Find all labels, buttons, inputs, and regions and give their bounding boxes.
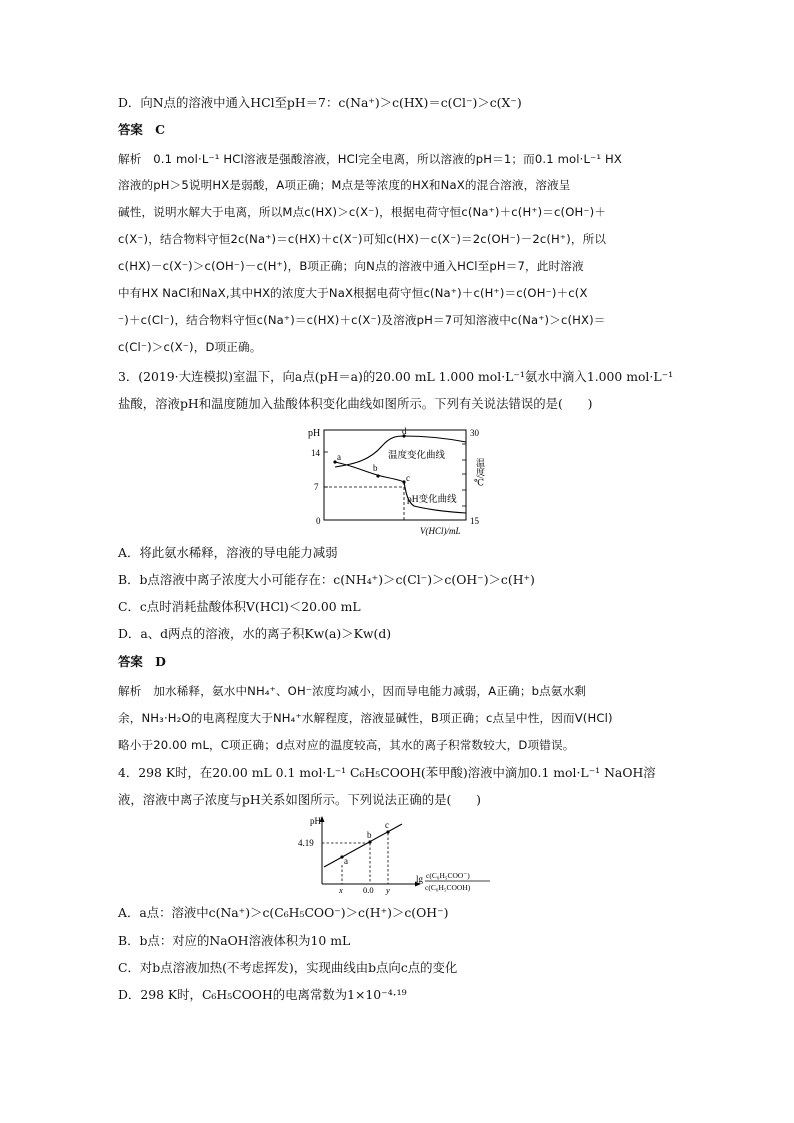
explanation-line: ⁻)＋c(Cl⁻)，结合物料守恒c(Na⁺)＝c(HX)＋c(X⁻)及溶液pH＝7可知溶液中c(Na⁺)＞c(HX)＝ — [118, 313, 606, 327]
x-axis-label: V(HCl)/mL — [420, 526, 461, 536]
q4-option-b: B．b点：对应的NaOH溶液体积为10 mL — [118, 933, 351, 948]
plot-frame — [324, 430, 466, 520]
explanation-line: 略小于20.00 mL，C项正确；d点对应的温度较高，其水的离子积常数较大，D项错误。 — [118, 738, 575, 752]
y-right-tick-30: 30 — [470, 428, 479, 438]
ph-curve-label: pH变化曲线 — [407, 495, 457, 505]
question-3-stem: 3．(2019·大连模拟)室温下，向a点(pH＝a)的20.00 mL 1.000 mol·L⁻¹氨水中滴入1.000 mol·L⁻¹ — [118, 369, 674, 384]
question-3-stem: 盐酸，溶液pH和温度随加入盐酸体积变化曲线如图所示。下列有关说法错误的是( ) — [118, 396, 593, 411]
explanation-line: c(X⁻)，结合物料守恒2c(Na⁺)＝c(HX)＋c(X⁻)可知c(HX)－c(X⁻)＝2c(OH⁻)－2c(H⁺)，所以 — [118, 232, 607, 246]
explanation-line: 溶液的pH＞5说明HX是弱酸，A项正确；M点是等浓度的HX和NaX的混合溶液，溶液呈 — [118, 178, 571, 192]
temperature-curve-label: 温度变化曲线 — [388, 451, 446, 461]
label-c: c — [385, 820, 389, 830]
x-tick-x: x — [339, 885, 343, 895]
figure-ph-lg-ratio — [290, 814, 510, 896]
q3-option-b: B．b点溶液中离子浓度大小可能存在：c(NH₄⁺)＞c(Cl⁻)＞c(OH⁻)＞c(H⁺) — [118, 572, 535, 587]
explanation-line: 解析 加水稀释，氨水中NH₄⁺、OH⁻浓度均减小，因而导电能力减弱，A正确；b点氨水剩 — [118, 684, 587, 698]
x-axis-fraction-denominator: c(C₆H₅COOH) — [425, 883, 471, 892]
answer-label: 答案 C — [118, 122, 166, 137]
point-b — [376, 474, 379, 477]
x-tick-0: 0.0 — [363, 885, 374, 895]
point-c — [386, 830, 389, 833]
label-b: b — [367, 830, 372, 840]
q4-option-c: C．对b点溶液加热(不考虑挥发)，实现曲线由b点向c点的变化 — [118, 960, 458, 975]
ph-curve — [335, 462, 466, 513]
q4-option-a: A．a点：溶液中c(Na⁺)＞c(C₆H₅COO⁻)＞c(H⁺)＞c(OH⁻) — [118, 905, 449, 920]
q3-option-c: C．c点时消耗盐酸体积V(HCl)＜20.00 mL — [118, 599, 361, 614]
explanation-line: 碱性，说明水解大于电离，所以M点c(HX)＞c(X⁻)，根据电荷守恒c(Na⁺)＋c(H⁺)＝c(OH⁻)＋ — [118, 205, 607, 219]
figure-ph-temperature-curve — [300, 422, 500, 540]
label-a: a — [344, 856, 348, 866]
explanation-line: 解析 0.1 mol·L⁻¹ HCl溶液是强酸溶液，HCl完全电离，所以溶液的pH＝1；而0.1 mol·L⁻¹ HX — [118, 152, 622, 166]
explanation-line: 余，NH₃·H₂O的电离程度大于NH₄⁺水解程度，溶液显碱性，B项正确；c点呈中性，因而V(HCl) — [118, 711, 613, 725]
explanation-line: c(HX)－c(X⁻)＞c(OH⁻)－c(H⁺)，B项正确；向N点的溶液中通入HCl至pH＝7，此时溶液 — [118, 259, 584, 273]
y-right-tick-15: 15 — [470, 516, 479, 526]
label-a: a — [337, 452, 341, 462]
point-b — [368, 840, 371, 843]
question-4-stem: 液，溶液中离子浓度与pH关系如图所示。下列说法正确的是( ) — [118, 792, 481, 807]
y-axis-label-ph: pH — [308, 428, 321, 439]
y-axis-label: pH — [310, 816, 321, 826]
x-axis-fraction-numerator: c(C₆H₅COO⁻) — [426, 871, 470, 880]
x-axis-label: lg — [416, 874, 424, 884]
y-tick-14: 14 — [311, 448, 320, 458]
explanation-line: c(Cl⁻)＞c(X⁻)，D项正确。 — [118, 340, 262, 354]
label-b: b — [373, 463, 378, 473]
answer-label: 答案 D — [118, 654, 166, 669]
q3-option-d: D．a、d两点的溶液，水的离子积Kw(a)＞Kw(d) — [118, 626, 392, 641]
y-tick-0: 0 — [316, 516, 321, 526]
label-c: c — [406, 473, 410, 483]
y-tick-419: 4.19 — [298, 838, 314, 848]
y-right-label: 温度/℃ — [475, 458, 485, 489]
question-4-stem: 4．298 K时，在20.00 mL 0.1 mol·L⁻¹ C₆H₅COOH(苯甲酸)溶液中滴加0.1 mol·L⁻¹ NaOH溶 — [118, 765, 656, 780]
explanation-line: 中有HX NaCl和NaX,其中HX的浓度大于NaX根据电荷守恒c(Na⁺)＋c(H⁺)＝c(OH⁻)＋c(X — [118, 286, 588, 300]
x-tick-y: y — [386, 885, 390, 895]
q2-option-d: D．向N点的溶液中通入HCl至pH＝7：c(Na⁺)＞c(HX)＝c(Cl⁻)＞c(X⁻) — [118, 95, 522, 110]
y-tick-7: 7 — [314, 482, 319, 492]
ph-line — [324, 824, 402, 867]
q4-option-d: D．298 K时，C₆H₅COOH的电离常数为1×10⁻⁴·¹⁹ — [118, 987, 407, 1002]
label-d: d — [402, 426, 407, 436]
q3-option-a: A．将此氨水稀释，溶液的导电能力减弱 — [118, 545, 338, 560]
